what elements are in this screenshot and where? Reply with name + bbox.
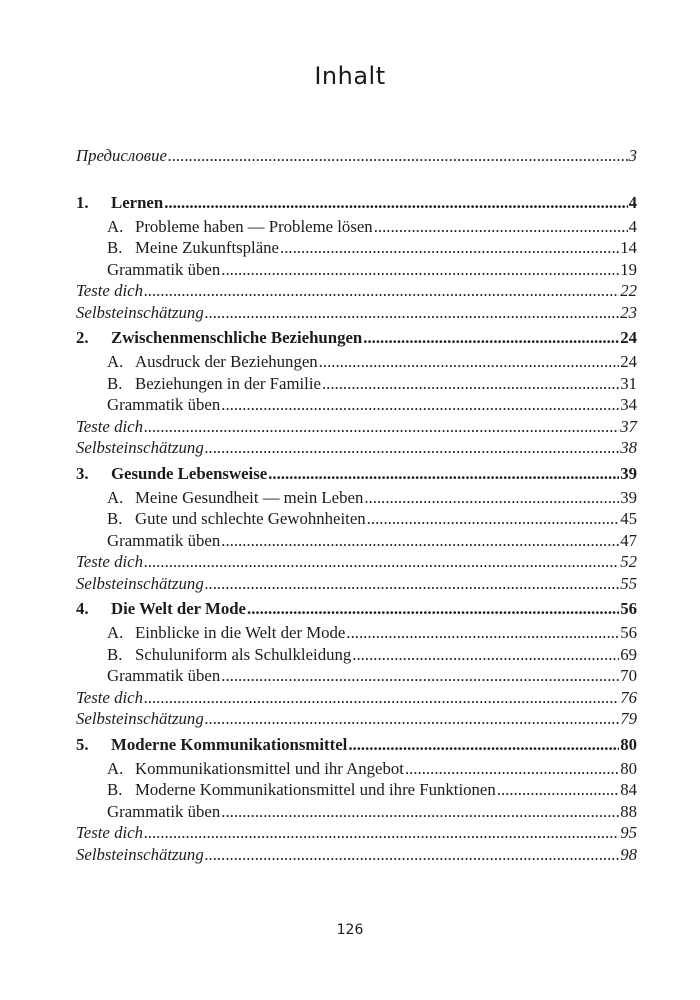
toc-chapter-1 [76,191,637,214]
toc-entry-label [76,822,143,844]
chapter-number: 1. [76,192,89,212]
self-assessment-label: Selbsteinschätzung [76,844,204,864]
toc-chapter-3 [76,462,637,485]
test-label: Teste dich [76,823,143,842]
subsection-title: Moderne Kommunikationsmittel und ihre Funktionen [135,780,496,799]
toc-entry-page: 39 [620,487,637,507]
toc-self-assessment [76,573,637,595]
dot-leader [144,687,619,709]
toc-entry-label [76,191,163,214]
grammar-label: Grammatik üben [107,666,221,685]
chapter-list [76,191,637,866]
toc-entry-page: 98 [620,844,637,864]
toc-entry-label [76,416,143,438]
toc-entry-page: 55 [620,573,637,593]
toc-entry-page: 34 [620,395,637,414]
subsection-letter: B. [107,780,123,799]
grammar-label: Grammatik üben [107,395,221,414]
dot-leader [319,351,620,373]
toc-entry-label [107,373,321,395]
toc-entry-label [76,326,362,349]
toc-entry-preface [76,145,637,167]
chapter-title: Zwischenmenschliche Beziehungen [111,328,363,347]
toc-entry-page: 76 [620,687,637,707]
dot-leader [268,462,619,485]
dot-leader [144,416,619,438]
dot-leader [367,508,620,530]
toc-subsection [76,351,637,373]
toc-subsection [76,758,637,780]
toc-entry-label [107,801,220,823]
toc-entry-page: 38 [620,438,637,457]
toc-entry-page: 45 [620,509,637,528]
toc-test [76,687,637,709]
chapter-title: Die Welt der Mode [111,599,247,618]
toc-entry-page: 4 [628,216,637,236]
self-assessment-label: Selbsteinschätzung [76,438,204,457]
dot-leader [144,551,619,573]
toc-subsection [76,237,637,259]
dot-leader [205,708,620,730]
toc-chapter-2 [76,326,637,349]
dot-leader [221,259,619,281]
subsection-title: Einblicke in die Welt der Mode [135,623,346,642]
subsection-title: Kommunikationsmittel und ihr Angebot [135,758,404,778]
toc-entry-page: 22 [620,281,637,300]
toc-entry-label [107,530,220,552]
dot-leader [221,801,619,823]
toc-entry-page: 4 [628,192,637,212]
dot-leader [322,373,619,395]
subsection-letter: A. [107,623,124,642]
dot-leader [221,394,619,416]
dot-leader [205,437,620,459]
toc-self-assessment [76,437,637,459]
chapter-title: Lernen [111,192,164,212]
subsection-letter: B. [107,644,123,664]
subsection-letter: A. [107,487,124,507]
toc-entry-page: 95 [620,823,637,842]
toc-entry-label [107,508,366,530]
toc-entry-label [107,487,363,509]
toc-subsection [76,779,637,801]
toc-entry-page: 80 [620,758,637,778]
toc-subsection [76,216,637,238]
subsection-title: Meine Gesundheit — mein Leben [135,487,364,507]
toc-chapter-4 [76,597,637,620]
toc-entry-label [107,216,373,238]
toc-subsection [76,373,637,395]
toc-entry-label [76,687,143,709]
subsection-title: Gute und schlechte Gewohnheiten [135,509,366,528]
grammar-label: Grammatik üben [107,530,221,550]
test-label: Teste dich [76,416,143,436]
toc-subsection [76,644,637,666]
toc-entry-page: 52 [620,552,637,571]
toc-entry-page: 37 [620,416,637,436]
spacer [76,167,637,191]
toc-test [76,280,637,302]
subsection-letter: A. [107,352,124,371]
toc-entry-page: 23 [620,302,637,322]
toc-grammar [76,530,637,552]
dot-leader [280,237,619,259]
toc-entry-page: 19 [620,259,637,279]
toc-subsection [76,622,637,644]
toc-test [76,551,637,573]
toc-entry-page: 79 [620,709,637,728]
toc-entry-label [107,622,345,644]
chapter-number: 4. [76,599,89,618]
toc-test [76,822,637,844]
toc-entry-page: 47 [620,530,637,550]
dot-leader [221,530,619,552]
toc-entry-page: 3 [628,146,637,165]
toc-grammar [76,259,637,281]
dot-leader [168,145,628,167]
chapter-number: 2. [76,328,89,347]
toc-subsection [76,508,637,530]
dot-leader [205,302,620,324]
toc-entry-label [107,665,220,687]
dot-leader [348,733,619,756]
dot-leader [405,758,619,780]
self-assessment-label: Selbsteinschätzung [76,302,204,322]
toc-entry-page: 69 [620,644,637,664]
test-label: Teste dich [76,281,143,300]
toc-entry-label [107,351,318,373]
toc-entry-label [107,644,351,666]
toc-entry-label: Предисловие [76,146,167,165]
subsection-title: Schuluniform als Schulkleidung [135,644,352,664]
toc-entry-label [76,597,246,620]
toc-entry-page: 56 [620,599,637,618]
self-assessment-label: Selbsteinschätzung [76,709,204,728]
toc-chapter-5 [76,733,637,756]
toc-entry-label [76,844,204,866]
test-label: Teste dich [76,552,143,571]
toc-self-assessment [76,708,637,730]
subsection-letter: A. [107,216,124,236]
toc-entry-label [107,394,220,416]
toc-entry-page: 24 [620,352,637,371]
table-of-contents [76,145,637,865]
toc-subsection [76,487,637,509]
toc-entry-label [76,462,267,485]
toc-entry-label [107,237,279,259]
toc-entry-page: 88 [620,801,637,821]
dot-leader [205,844,620,866]
chapter-number: 5. [76,734,89,754]
subsection-title: Beziehungen in der Familie [135,373,321,393]
subsection-title: Meine Zukunftspläne [135,238,280,257]
dot-leader [352,644,619,666]
toc-entry-label [107,259,220,281]
toc-entry-page: 39 [620,463,637,483]
subsection-title: Probleme haben — Probleme lösen [135,216,373,236]
page-title: Inhalt [314,62,386,90]
subsection-letter: A. [107,758,124,778]
toc-entry-label [76,708,204,730]
dot-leader [164,191,627,214]
dot-leader [205,573,620,595]
toc-entry-label [76,302,204,324]
subsection-letter: B. [107,373,123,393]
toc-entry-page: 14 [620,238,637,257]
toc-grammar [76,801,637,823]
dot-leader [221,665,619,687]
toc-grammar [76,394,637,416]
grammar-label: Grammatik üben [107,259,221,279]
toc-self-assessment [76,844,637,866]
page-number: 126 [336,922,364,938]
dot-leader [497,779,619,801]
subsection-letter: B. [107,509,123,528]
chapter-title: Moderne Kommunikationsmittel [111,734,348,754]
dot-leader [364,487,619,509]
toc-entry-page: 56 [620,623,637,642]
dot-leader [363,326,619,349]
chapter-number: 3. [76,463,89,483]
toc-entry-label [76,280,143,302]
toc-entry-page: 70 [620,666,637,685]
dot-leader [346,622,619,644]
toc-entry-label [76,733,347,756]
toc-entry-page: 31 [620,373,637,393]
toc-self-assessment [76,302,637,324]
toc-entry-page: 24 [620,328,637,347]
test-label: Teste dich [76,687,143,707]
toc-entry-label [107,779,496,801]
self-assessment-label: Selbsteinschätzung [76,573,204,593]
toc-entry-label [107,758,404,780]
toc-entry-label [76,437,204,459]
dot-leader [247,597,619,620]
toc-grammar [76,665,637,687]
subsection-letter: B. [107,238,123,257]
grammar-label: Grammatik üben [107,801,221,821]
toc-entry-label [76,573,204,595]
dot-leader [144,280,619,302]
chapter-title: Gesunde Lebensweise [111,463,268,483]
dot-leader [144,822,619,844]
toc-entry-page: 84 [620,780,637,799]
toc-test [76,416,637,438]
subsection-title: Ausdruck der Beziehungen [135,352,318,371]
toc-entry-label [76,551,143,573]
toc-entry-page: 80 [620,734,637,754]
dot-leader [374,216,628,238]
